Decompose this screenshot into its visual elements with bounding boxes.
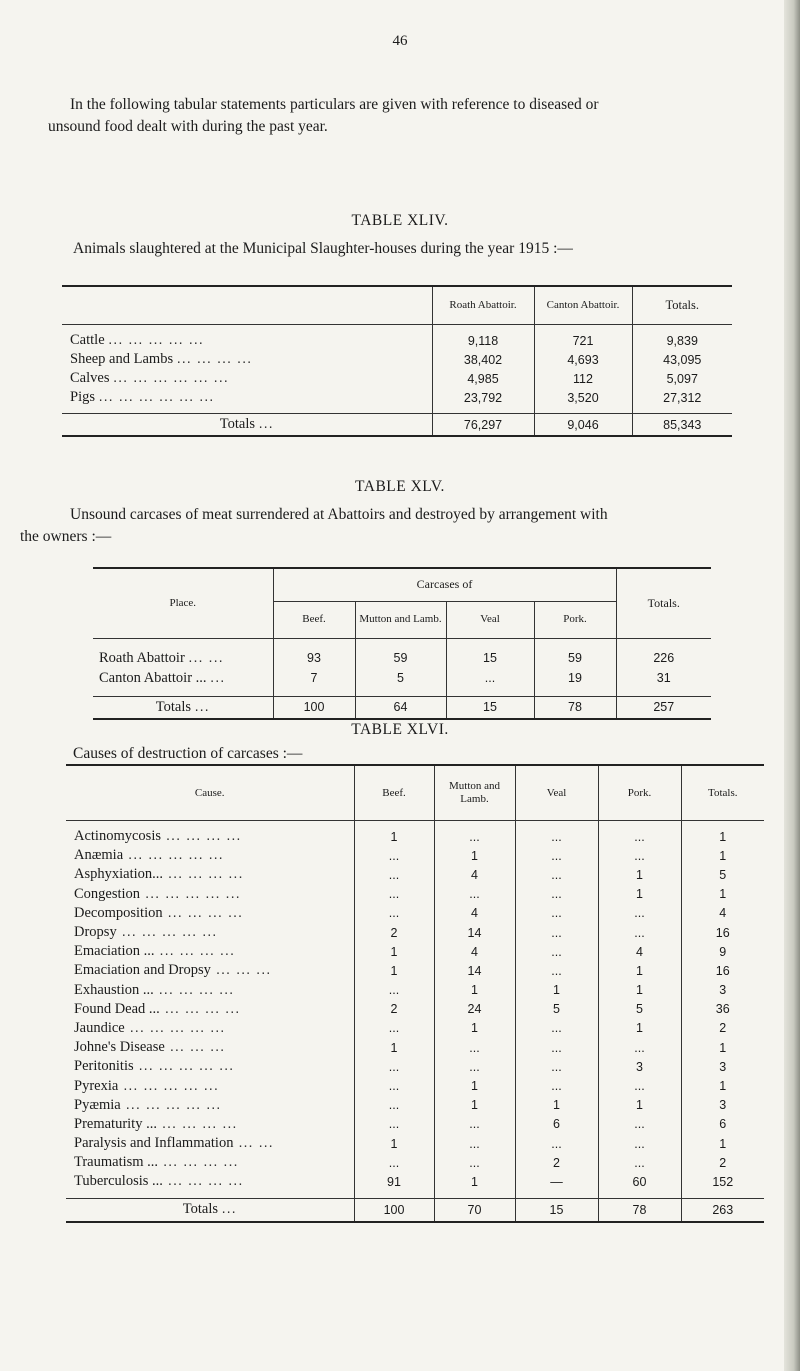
cell: 1 <box>681 827 764 846</box>
cell: 5 <box>515 1000 598 1019</box>
cell: 38,402 <box>432 350 534 369</box>
table45-header-pork: Pork. <box>534 601 616 638</box>
cell: ... <box>434 1057 515 1076</box>
table46-header-mutton: Mutton and Lamb. <box>434 765 515 821</box>
table46 <box>66 764 764 1223</box>
cell: 1 <box>434 1172 515 1191</box>
table44-totals-row: Totals ... 76,297 9,046 85,343 <box>62 414 732 437</box>
row-label: Asphyxiation... <box>74 866 164 883</box>
row-label: Johne's Disease <box>74 1039 165 1056</box>
cell: 2 <box>354 923 434 942</box>
cell: ... <box>598 846 681 865</box>
cell: 4 <box>681 904 764 923</box>
table44-header-blank <box>62 286 432 325</box>
cell: 78 <box>534 696 616 719</box>
table46-totals-row: Totals ... 100 70 15 78 263 <box>66 1198 764 1222</box>
cell: ... <box>354 846 434 865</box>
row-label: Dropsy <box>74 924 117 941</box>
cell: 23,792 <box>432 388 534 407</box>
cell: ... <box>354 1096 434 1115</box>
table-row: Pyæmia ... ... ... ... ... ... 1 1 1 3 <box>66 1096 764 1115</box>
cell: ... <box>354 1019 434 1038</box>
cell: 5 <box>355 668 446 688</box>
table44-caption: Animals slaughtered at the Municipal Slaughter-houses during the year 1915 :— <box>73 240 573 257</box>
table-row: Actinomycosis ... ... ... ... 1 ... ... ... 1 <box>66 827 764 846</box>
cell: 721 <box>534 331 632 350</box>
cell: 1 <box>434 981 515 1000</box>
cell: 78 <box>598 1198 681 1222</box>
row-label: Congestion <box>74 885 141 902</box>
table-row: Traumatism ... ... ... ... ... ... ... 2 ... 2 <box>66 1153 764 1172</box>
cell: ... <box>515 1076 598 1095</box>
cell: 1 <box>598 1096 681 1115</box>
cell: ... <box>598 1153 681 1172</box>
row-label: Decomposition <box>74 904 163 921</box>
table-row: Paralysis and Inflammation ... ... 1 ... ... ... 1 <box>66 1134 764 1153</box>
table46-body <box>66 827 764 1192</box>
cell: ... <box>598 904 681 923</box>
cell: ... <box>598 827 681 846</box>
table-row: Asphyxiation... ... ... ... ... ... 4 ... 1 5 <box>66 865 764 884</box>
table44-header-totals: Totals. <box>632 286 732 325</box>
table45-header-veal: Veal <box>446 601 534 638</box>
cell: ... <box>515 865 598 884</box>
cell: 9,839 <box>632 331 732 350</box>
row-label: Jaundice <box>74 1019 125 1036</box>
intro-line-2: unsound food dealt with during the past year. <box>48 118 328 135</box>
cell: 1 <box>681 1076 764 1095</box>
table-row: Calves ... ... ... ... ... ... 4,985 112 5,097 <box>62 369 732 388</box>
table-row: Jaundice ... ... ... ... ... ... 1 ... 1 2 <box>66 1019 764 1038</box>
cell: ... <box>598 923 681 942</box>
table44-header-row <box>62 286 732 325</box>
row-label: Actinomycosis <box>74 828 161 845</box>
row-label: Emaciation and Dropsy <box>74 962 211 979</box>
table45-header-row-1 <box>93 568 711 601</box>
row-label: Prematurity ... <box>74 1115 157 1132</box>
cell: ... <box>515 827 598 846</box>
cell: 1 <box>681 846 764 865</box>
cell: 5,097 <box>632 369 732 388</box>
cell: ... <box>354 981 434 1000</box>
cell: 15 <box>515 1198 598 1222</box>
totals-label: Totals <box>182 1201 218 1218</box>
table45-totals-row: Totals ... 100 64 15 78 257 <box>93 696 711 719</box>
cell: 15 <box>446 648 534 668</box>
cell: 3 <box>681 1057 764 1076</box>
table46-caption: Causes of destruction of carcases :— <box>73 745 303 762</box>
cell: ... <box>446 668 534 688</box>
cell: 1 <box>354 827 434 846</box>
cell: ... <box>515 923 598 942</box>
table46-header-row <box>66 765 764 821</box>
cell: 59 <box>355 648 446 668</box>
row-label: Roath Abattoir <box>99 649 185 666</box>
table-row: Pigs ... ... ... ... ... ... 23,792 3,520 27,312 <box>62 388 732 407</box>
table45-header-totals: Totals. <box>616 568 711 638</box>
row-label: Emaciation ... <box>74 943 155 960</box>
cell: 3 <box>598 1057 681 1076</box>
cell: 14 <box>434 961 515 980</box>
cell: 7 <box>273 668 355 688</box>
cell: ... <box>515 1019 598 1038</box>
cell: ... <box>515 1038 598 1057</box>
table-row: Cattle ... ... ... ... ... 9,118 721 9,839 <box>62 331 732 350</box>
cell: ... <box>515 885 598 904</box>
cell: 16 <box>681 923 764 942</box>
cell: 9,046 <box>534 414 632 437</box>
row-label: Pyrexia <box>74 1077 119 1094</box>
cell: 59 <box>534 648 616 668</box>
cell: 4 <box>598 942 681 961</box>
cell: ... <box>515 1134 598 1153</box>
cell: ... <box>434 885 515 904</box>
row-label: Peritonitis <box>74 1058 134 1075</box>
table46-title: TABLE XLVI. <box>351 721 449 738</box>
table-row: Decomposition ... ... ... ... ... 4 ... ... 4 <box>66 904 764 923</box>
cell: 1 <box>354 1134 434 1153</box>
cell: ... <box>598 1115 681 1134</box>
cell: 64 <box>355 696 446 719</box>
cell: ... <box>354 865 434 884</box>
table-row: Exhaustion ... ... ... ... ... ... 1 1 1 3 <box>66 981 764 1000</box>
table45-caption-line-1: Unsound carcases of meat surrendered at Abattoirs and destroyed by arrangement with <box>70 506 608 523</box>
cell: 1 <box>598 885 681 904</box>
cell: ... <box>354 1076 434 1095</box>
table45-caption-line-2: the owners :— <box>20 528 112 545</box>
table-row: Sheep and Lambs ... ... ... ... 38,402 4,693 43,095 <box>62 350 732 369</box>
cell: 1 <box>598 865 681 884</box>
row-label: Cattle <box>70 332 105 348</box>
cell: 1 <box>515 981 598 1000</box>
table-row: Roath Abattoir ... ... 93 59 15 59 226 <box>93 648 711 668</box>
cell: 4 <box>434 942 515 961</box>
cell: 14 <box>434 923 515 942</box>
cell: 19 <box>534 668 616 688</box>
cell: ... <box>598 1134 681 1153</box>
table-row: Dropsy ... ... ... ... ... 2 14 ... ... 16 <box>66 923 764 942</box>
table45-header-place: Place. <box>93 568 273 638</box>
cell: 1 <box>354 961 434 980</box>
cell: 9,118 <box>432 331 534 350</box>
totals-label: Totals <box>219 416 255 432</box>
cell: 24 <box>434 1000 515 1019</box>
cell: ... <box>434 827 515 846</box>
cell: 93 <box>273 648 355 668</box>
cell: ... <box>434 1115 515 1134</box>
cell: 152 <box>681 1172 764 1191</box>
table44 <box>62 285 732 437</box>
cell: 15 <box>446 696 534 719</box>
table-row: Pyrexia ... ... ... ... ... ... 1 ... ... 1 <box>66 1076 764 1095</box>
cell: — <box>515 1172 598 1191</box>
table45-header-mutton: Mutton and Lamb. <box>355 601 446 638</box>
cell: 31 <box>616 668 711 688</box>
table45 <box>93 567 711 720</box>
table-row: Canton Abattoir ... ... 7 5 ... 19 31 <box>93 668 711 688</box>
cell: 60 <box>598 1172 681 1191</box>
cell: 1 <box>434 1096 515 1115</box>
intro-line-1: In the following tabular statements particulars are given with reference to diseased or <box>70 96 599 113</box>
row-label: Tuberculosis ... <box>74 1173 163 1190</box>
page-edge-shadow <box>784 0 800 1371</box>
cell: 3 <box>681 1096 764 1115</box>
table45-title: TABLE XLV. <box>355 478 445 495</box>
cell: ... <box>354 885 434 904</box>
table45-header-carcases: Carcases of <box>273 568 616 601</box>
cell: ... <box>515 846 598 865</box>
cell: 1 <box>434 1019 515 1038</box>
cell: 1 <box>598 981 681 1000</box>
table-row: Tuberculosis ... ... ... ... ... 91 1 — 60 152 <box>66 1172 764 1191</box>
cell: ... <box>434 1134 515 1153</box>
cell: 1 <box>515 1096 598 1115</box>
table46-header-pork: Pork. <box>598 765 681 821</box>
cell: ... <box>598 1076 681 1095</box>
row-label: Exhaustion ... <box>74 981 154 998</box>
cell: 2 <box>681 1153 764 1172</box>
cell: ... <box>354 904 434 923</box>
table-row: Congestion ... ... ... ... ... ... ... ... 1 1 <box>66 885 764 904</box>
cell: 5 <box>681 865 764 884</box>
cell: 226 <box>616 648 711 668</box>
intro-paragraph <box>48 94 768 138</box>
page-number: 46 <box>392 33 408 49</box>
cell: 100 <box>354 1198 434 1222</box>
cell: 1 <box>354 1038 434 1057</box>
table-row: Emaciation and Dropsy ... ... ... 1 14 ... 1 16 <box>66 961 764 980</box>
cell: 1 <box>681 1038 764 1057</box>
cell: 1 <box>681 885 764 904</box>
table-row: Johne's Disease ... ... ... 1 ... ... ... 1 <box>66 1038 764 1057</box>
cell: 1 <box>681 1134 764 1153</box>
cell: 1 <box>434 846 515 865</box>
cell: 91 <box>354 1172 434 1191</box>
cell: 112 <box>534 369 632 388</box>
row-label: Sheep and Lambs <box>70 351 174 367</box>
row-label: Calves <box>70 370 110 386</box>
cell: 85,343 <box>632 414 732 437</box>
table45-header-beef: Beef. <box>273 601 355 638</box>
table-row: Found Dead ... ... ... ... ... 2 24 5 5 36 <box>66 1000 764 1019</box>
cell: ... <box>515 942 598 961</box>
table44-title: TABLE XLIV. <box>351 212 449 229</box>
table-row: Anæmia ... ... ... ... ... ... 1 ... ... 1 <box>66 846 764 865</box>
table-row: Emaciation ... ... ... ... ... 1 4 ... 4 9 <box>66 942 764 961</box>
cell: 100 <box>273 696 355 719</box>
cell: 3 <box>681 981 764 1000</box>
row-label: Traumatism ... <box>74 1154 159 1171</box>
table46-header-veal: Veal <box>515 765 598 821</box>
cell: 43,095 <box>632 350 732 369</box>
cell: ... <box>515 961 598 980</box>
cell: 1 <box>354 942 434 961</box>
cell: 36 <box>681 1000 764 1019</box>
row-label: Paralysis and Inflammation <box>74 1135 234 1152</box>
cell: 257 <box>616 696 711 719</box>
table44-header-roath: Roath Abattoir. <box>432 286 534 325</box>
cell: 3,520 <box>534 388 632 407</box>
cell: 5 <box>598 1000 681 1019</box>
table-row: Prematurity ... ... ... ... ... ... ... 6 ... 6 <box>66 1115 764 1134</box>
cell: 70 <box>434 1198 515 1222</box>
table-row: Peritonitis ... ... ... ... ... ... ... ... 3 3 <box>66 1057 764 1076</box>
cell: ... <box>354 1115 434 1134</box>
table46-header-cause: Cause. <box>66 765 354 821</box>
cell: 4 <box>434 865 515 884</box>
cell: 2 <box>681 1019 764 1038</box>
cell: 2 <box>354 1000 434 1019</box>
cell: 27,312 <box>632 388 732 407</box>
totals-label: Totals <box>155 698 191 715</box>
row-label: Found Dead ... <box>74 1000 160 1017</box>
cell: ... <box>354 1153 434 1172</box>
cell: 16 <box>681 961 764 980</box>
table44-header-canton: Canton Abattoir. <box>534 286 632 325</box>
table46-header-totals: Totals. <box>681 765 764 821</box>
cell: 263 <box>681 1198 764 1222</box>
cell: 76,297 <box>432 414 534 437</box>
row-label: Anæmia <box>74 847 124 864</box>
cell: ... <box>354 1057 434 1076</box>
cell: ... <box>515 904 598 923</box>
cell: 6 <box>515 1115 598 1134</box>
cell: ... <box>434 1153 515 1172</box>
cell: 1 <box>598 961 681 980</box>
table46-header-beef: Beef. <box>354 765 434 821</box>
cell: 1 <box>598 1019 681 1038</box>
cell: 1 <box>434 1076 515 1095</box>
row-label: Canton Abattoir ... <box>99 669 207 686</box>
cell: 2 <box>515 1153 598 1172</box>
cell: ... <box>598 1038 681 1057</box>
cell: 4 <box>434 904 515 923</box>
row-label: Pyæmia <box>74 1096 121 1113</box>
cell: 4,985 <box>432 369 534 388</box>
cell: ... <box>515 1057 598 1076</box>
cell: 9 <box>681 942 764 961</box>
row-label: Pigs <box>70 389 95 405</box>
table45-caption <box>20 504 790 548</box>
cell: ... <box>434 1038 515 1057</box>
cell: 6 <box>681 1115 764 1134</box>
cell: 4,693 <box>534 350 632 369</box>
